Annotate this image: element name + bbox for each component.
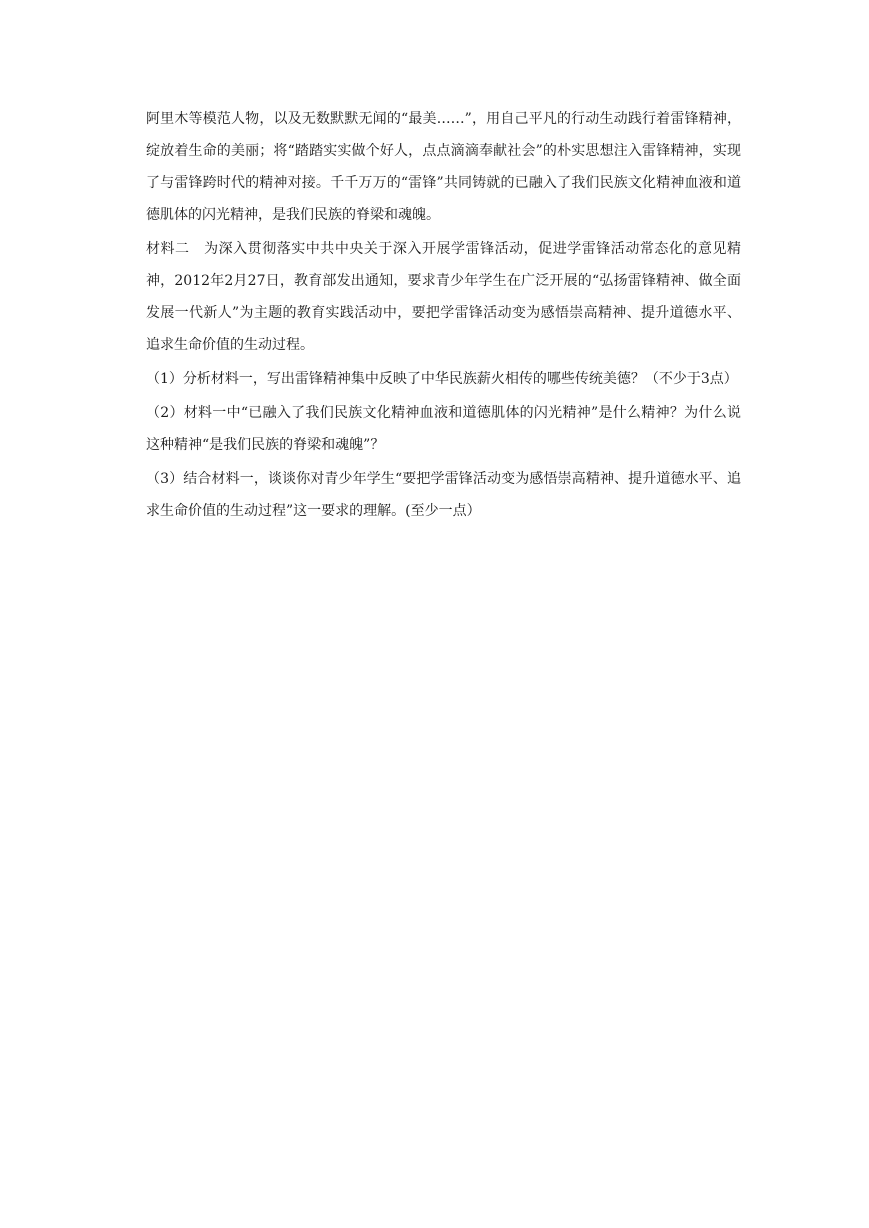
material-two-paragraph: 材料二 为深入贯彻落实中共中央关于深入开展学雷锋活动，促进学雷锋活动常态化的意见精神，2012年2月27日，教育部发出通知，要求青少年学生在广泛开展的“弘扬雷锋精神、做全面发展一代新人”为主题的教育实践活动中，要把学雷锋活动变为感悟崇高精神、提升道德水平、追求生命价值的生动过程。 [146,241,741,353]
question-3: （3）结合材料一，谈谈你对青少年学生“要把学雷锋活动变为感悟崇高精神、提升道德水平、追求生命价值的生动过程”这一要求的理解。(至少一点） [146,471,741,519]
document-body [146,103,741,527]
question-2: （2）材料一中“已融入了我们民族文化精神血液和道德肌体的闪光精神”是什么精神？为什么说这种精神“是我们民族的脊梁和魂魄”？ [146,405,741,453]
material-one-continuation-paragraph: 阿里木等模范人物，以及无数默默无闻的“最美……”，用自己平凡的行动生动践行着雷锋精神，绽放着生命的美丽；将“踏踏实实做个好人，点点滴滴奉献社会”的朴实思想注入雷锋精神，实现了与雷锋跨时代的精神对接。千千万万的“雷锋”共同铸就的已融入了我们民族文化精神血液和道德肌体的闪光精神，是我们民族的脊梁和魂魄。 [146,111,741,223]
question-1: （1）分析材料一，写出雷锋精神集中反映了中华民族薪火相传的哪些传统美德？（不少于3点） [146,371,738,387]
